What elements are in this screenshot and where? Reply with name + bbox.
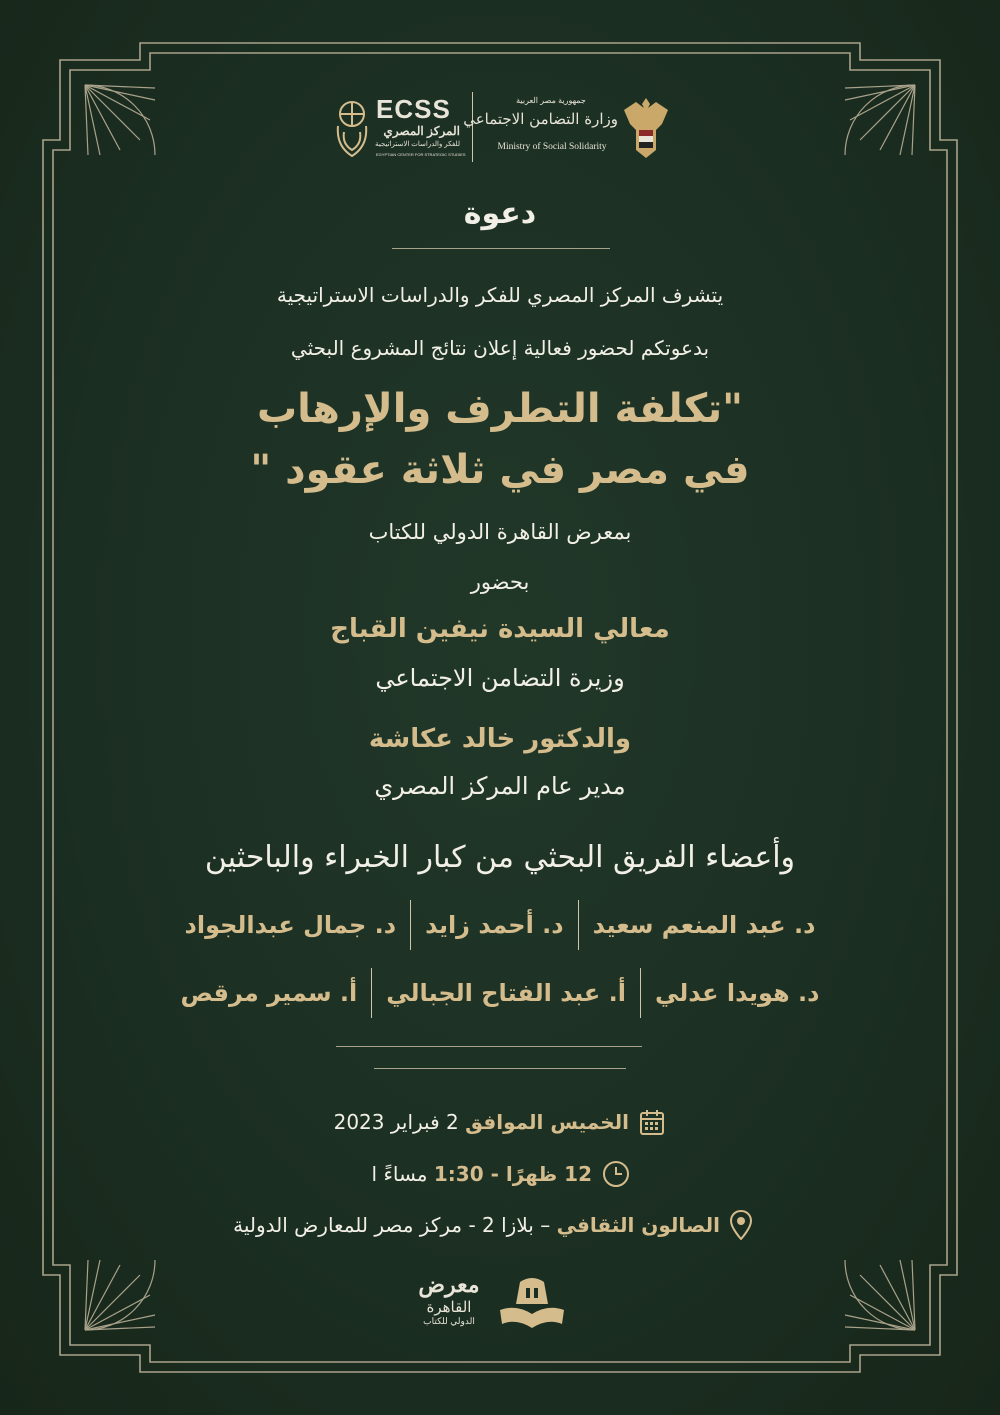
- event-location: [233, 1210, 752, 1240]
- team-member: أ. عبد الفتاح الجبالي: [386, 979, 626, 1007]
- ministry-en-text: Ministry of Social Solidarity: [497, 142, 607, 152]
- corner-ornament-bottom-right: [845, 1260, 915, 1330]
- event-date-label: الخميس الموافق: [465, 1110, 629, 1134]
- team-member: د. هويدا عدلي: [654, 979, 820, 1007]
- event-time: 12 ظهرًا - 1:30 مساءً ا: [372, 1160, 630, 1188]
- calendar-icon: [639, 1108, 665, 1136]
- invitation-heading: دعوة: [463, 196, 537, 231]
- ecss-ar-line1: المركز المصري: [383, 124, 460, 138]
- event-title-line-2: في مصر في ثلاثة عقود ": [250, 447, 750, 493]
- corner-ornament-bottom-left: [85, 1260, 155, 1330]
- corner-ornament-top-right: [845, 85, 915, 155]
- event-date-value: 2 فبراير 2023: [333, 1110, 459, 1134]
- ecss-abbr: ECSS: [376, 94, 451, 124]
- clock-icon: [602, 1160, 630, 1188]
- venue-line: بمعرض القاهرة الدولي للكتاب: [368, 520, 632, 544]
- book-fair-emblem-icon: [496, 1274, 568, 1330]
- ecss-emblem-icon: [332, 96, 372, 160]
- research-team-line: وأعضاء الفريق البحثي من كبار الخبراء والباحثين: [204, 840, 796, 875]
- guest1-role: وزيرة التضامن الاجتماعي: [375, 664, 625, 692]
- cairo-book-fair-logo: [414, 1272, 574, 1332]
- team-separator: [578, 900, 579, 950]
- eagle-emblem-icon: [622, 94, 670, 160]
- fair-logo-line2: القاهرة: [426, 1299, 472, 1316]
- intro-line-1: يتشرف المركز المصري للفكر والدراسات الاستراتيجية: [276, 283, 724, 307]
- intro-line-2: بدعوتكم لحضور فعالية إعلان نتائج المشروع البحثي: [290, 336, 710, 360]
- ecss-ar-line2: للفكر والدراسات الاستراتيجية: [375, 141, 460, 148]
- event-time-suffix: مساءً: [383, 1162, 428, 1186]
- event-location-value: – بلازا 2 - مركز مصر للمعارض الدولية: [233, 1213, 551, 1237]
- ministry-logo: [463, 92, 675, 164]
- guest2-name: والدكتور خالد عكاشة: [368, 724, 632, 754]
- team-separator: [371, 968, 372, 1018]
- team-row-1: [180, 900, 820, 950]
- location-pin-icon: [730, 1210, 752, 1240]
- divider-top: [392, 248, 610, 249]
- corner-ornament-top-left: [85, 85, 155, 155]
- ministry-ar-text: وزارة التضامن الاجتماعي: [463, 110, 618, 128]
- ecss-logo: [330, 92, 465, 164]
- team-member: د. أحمد زايد: [425, 911, 564, 939]
- team-member: أ. سمير مرقص: [180, 979, 358, 1007]
- event-location-label: الصالون الثقافي: [556, 1213, 720, 1237]
- team-separator: [410, 900, 411, 950]
- fair-logo-line3: الدولي للكتاب: [423, 1316, 475, 1326]
- event-title-line-1: "تكلفة التطرف والإرهاب: [256, 386, 744, 432]
- event-date: [334, 1108, 665, 1136]
- fair-logo-line1: معرض: [418, 1272, 480, 1297]
- divider-mid-2: [374, 1068, 626, 1069]
- team-separator: [640, 968, 641, 1018]
- event-time-range: 12 ظهرًا - 1:30: [433, 1162, 592, 1186]
- divider-mid-1: [336, 1046, 642, 1047]
- ministry-top-text: جمهورية مصر العربية: [516, 96, 586, 105]
- guest2-role: مدير عام المركز المصري: [374, 772, 626, 800]
- team-member: د. عبد المنعم سعيد: [592, 911, 816, 939]
- guest1-name: معالي السيدة نيفين القباج: [330, 614, 670, 644]
- attendance-label: بحضور: [470, 570, 530, 594]
- logo-header: [330, 92, 675, 164]
- team-member: د. جمال عبدالجواد: [184, 911, 397, 939]
- team-row-2: [180, 968, 820, 1018]
- ecss-en: EGYPTIAN CENTER FOR STRATEGIC STUDIES: [376, 152, 466, 157]
